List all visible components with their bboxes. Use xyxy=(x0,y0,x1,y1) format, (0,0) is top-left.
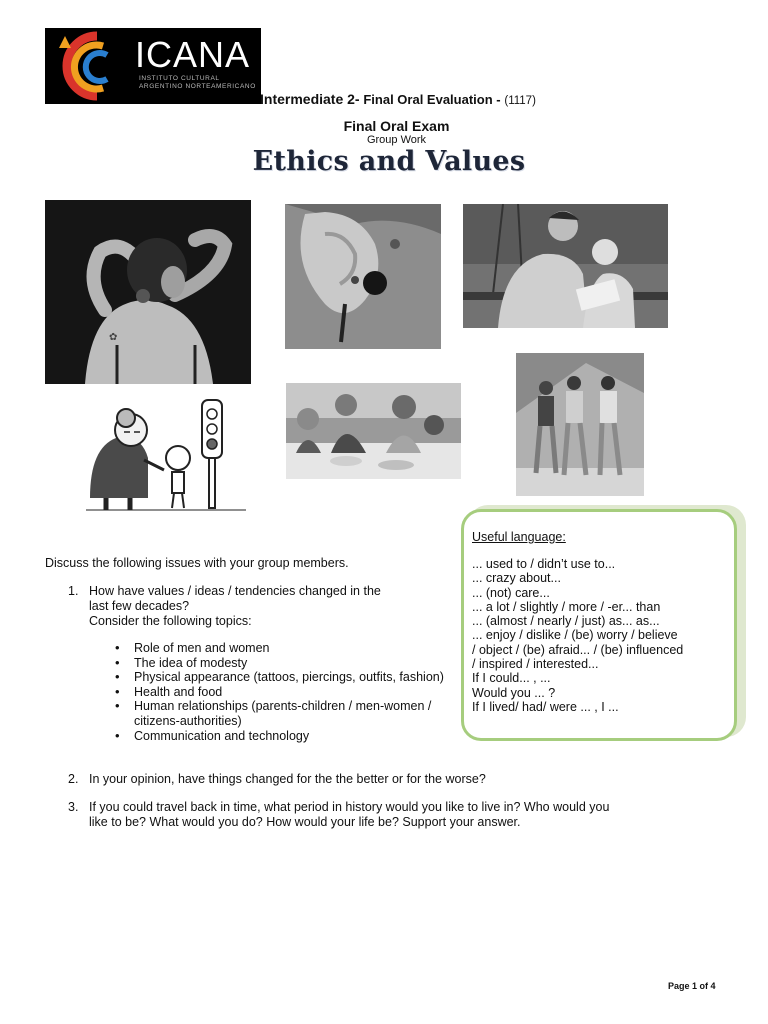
course-code: (1117) xyxy=(504,95,536,107)
evaluation-label: Final Oral Evaluation - xyxy=(363,92,501,107)
logo-tagline-line2: ARGENTINO NORTEAMERICANO xyxy=(139,83,256,90)
icana-logo xyxy=(45,28,261,104)
useful-language-item: ... crazy about... xyxy=(472,571,561,586)
family-dinner-image xyxy=(286,383,461,479)
topic-item: • Physical appearance (tattoos, piercings, outfits, fashion) xyxy=(115,670,460,685)
question-3-number: 3. xyxy=(68,800,79,814)
question-1-line1: How have values / ideas / tendencies changed in the xyxy=(89,584,381,598)
illustration-traffic-light xyxy=(86,398,246,512)
logo-mark-icon xyxy=(45,28,145,104)
question-3-line2: like to be? What would you do? How would your life be? Support your answer. xyxy=(89,815,521,829)
question-1 xyxy=(89,584,459,629)
useful-language-item: / inspired / interested... xyxy=(472,657,599,672)
question-2-number: 2. xyxy=(68,772,79,786)
father-reading-image xyxy=(463,204,668,328)
useful-language-item: ... (not) care... xyxy=(472,585,550,600)
useful-language-item: If I lived/ had/ were ... , I ... xyxy=(472,699,619,714)
photo-tattooed-woman xyxy=(45,200,251,384)
course-level: Intermediate 2- xyxy=(260,91,360,107)
tattooed-woman-image xyxy=(45,200,251,384)
useful-language-item: Would you ... ? xyxy=(472,685,556,700)
useful-language-item: ... a lot / slightly / more / -er... than xyxy=(472,599,661,614)
question-1-number: 1. xyxy=(68,584,79,598)
logo-tagline-line1: INSTITUTO CULTURAL xyxy=(139,75,220,82)
topics-list xyxy=(115,641,460,743)
photo-ear-piercing xyxy=(285,204,441,349)
question-2: In your opinion, have things changed for the the better or for the worse? xyxy=(89,772,486,786)
page-title: Ethics and Values xyxy=(252,146,526,177)
useful-language-item: If I could... , ... xyxy=(472,671,551,686)
ear-piercing-image xyxy=(285,204,441,349)
svg-text:✿: ✿ xyxy=(109,332,118,343)
photo-father-reading xyxy=(463,204,668,328)
useful-language-item: / object / (be) afraid... / (be) influenced xyxy=(472,642,684,657)
exam-subtitle: Group Work xyxy=(366,134,427,146)
exam-title: Final Oral Exam xyxy=(343,118,450,134)
logo-brand-text: ICANA xyxy=(135,34,251,75)
topic-item: • Communication and technology xyxy=(115,729,460,744)
topic-item: • Human relationships (parents-children / men-women / citizens-authorities) xyxy=(115,699,460,728)
question-1-line3: Consider the following topics: xyxy=(89,614,252,628)
topic-item: • Role of men and women xyxy=(115,641,460,656)
page-number: Page 1 of 4 xyxy=(668,981,716,991)
question-1-line2: last few decades? xyxy=(89,599,190,613)
logo-tagline xyxy=(139,75,256,91)
instructions-intro: Discuss the following issues with your group members. xyxy=(45,556,349,570)
photo-family-dinner xyxy=(286,383,461,479)
question-3-line1: If you could travel back in time, what period in history would you like to live in? Who would you xyxy=(89,800,610,814)
course-header xyxy=(260,91,536,107)
useful-language-list xyxy=(472,557,732,714)
vintage-swimsuits-image xyxy=(516,353,644,496)
topic-item: • Health and food xyxy=(115,685,460,700)
topic-item: • The idea of modesty xyxy=(115,656,460,671)
question-3 xyxy=(89,800,739,830)
useful-language-title: Useful language: xyxy=(472,530,566,544)
useful-language-item: ... used to / didn’t use to... xyxy=(472,557,616,571)
useful-language-item: ... (almost / nearly / just) as... as... xyxy=(472,614,660,629)
useful-language-item: ... enjoy / dislike / (be) worry / believe xyxy=(472,628,678,643)
photo-vintage-swimsuits xyxy=(516,353,644,496)
